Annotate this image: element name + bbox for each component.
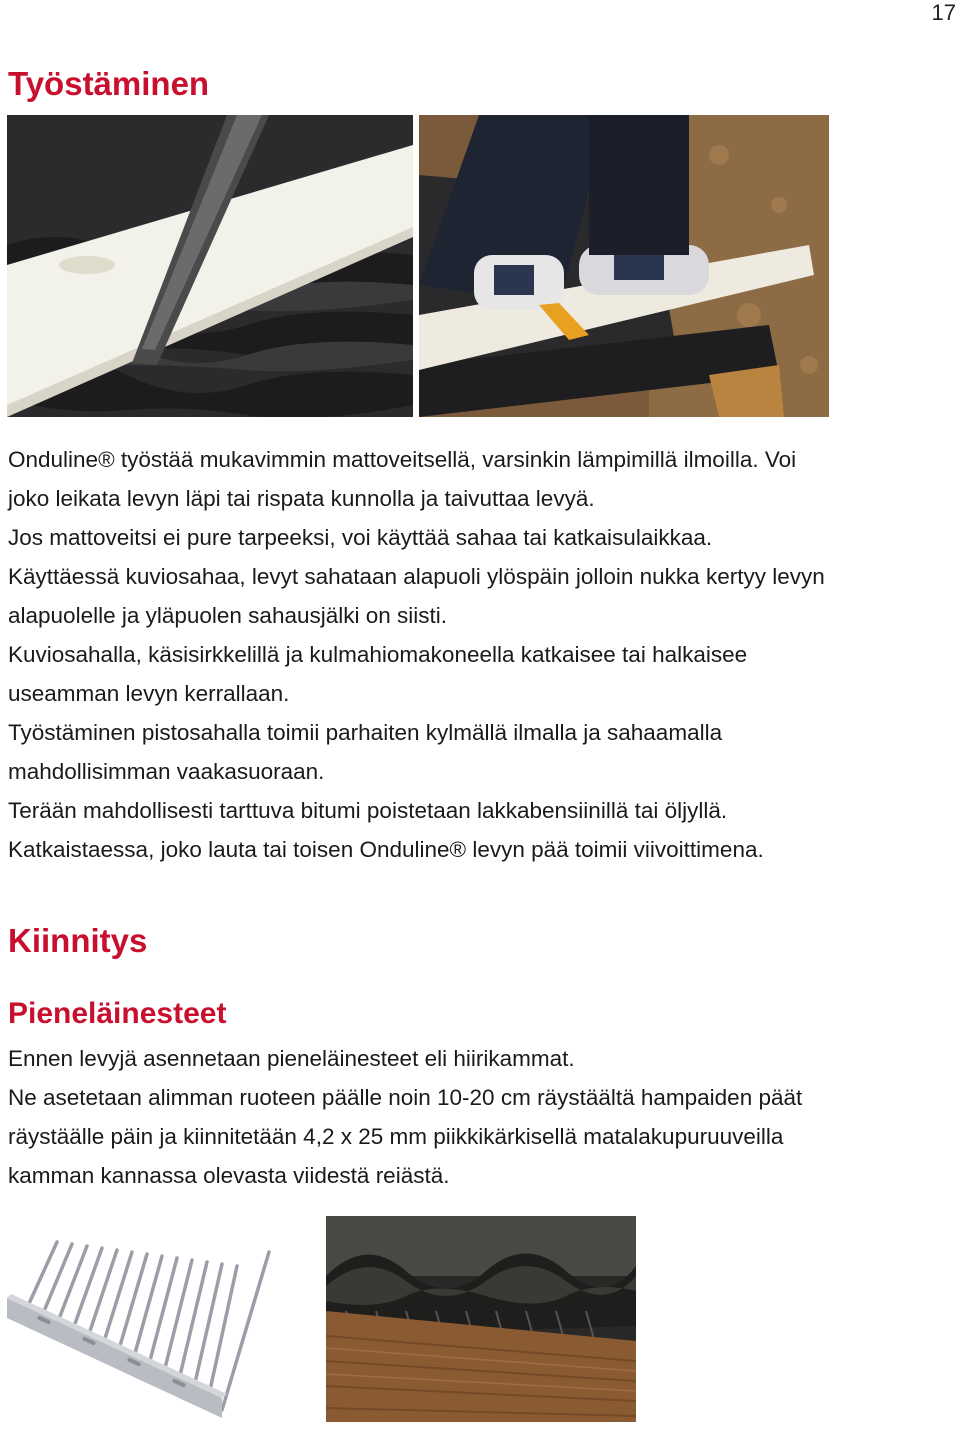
text-line: Katkaistaessa, joko lauta tai toisen Onduline® levyn pää toimii viivoittimena.: [8, 837, 764, 862]
section-title-kiinnitys: Kiinnitys: [8, 922, 148, 959]
page-number: 17: [931, 0, 956, 25]
text-line: joko leikata levyn läpi tai rispata kunnolla ja taivuttaa levyä.: [8, 486, 595, 511]
text-line: alapuolelle ja yläpuolen sahausjälki on siisti.: [8, 603, 448, 628]
fastening-paragraph: [8, 1039, 953, 1195]
text-line: Ennen levyjä asennetaan pieneläinesteet eli hiirikammat.: [8, 1046, 575, 1071]
text-line: kamman kannassa olevasta viidestä reiästä.: [8, 1163, 450, 1188]
knife-cutting-sheet-photo: [419, 115, 829, 417]
text-line: Kuviosahalla, käsisirkkelillä ja kulmahiomakoneella katkaisee tai halkaisee: [8, 642, 748, 667]
text-line: mahdollisimman vaakasuoraan.: [8, 759, 325, 784]
comb-product-photo: [7, 1238, 282, 1422]
working-instructions-paragraph: [8, 440, 953, 869]
text-line: räystäälle päin ja kiinnitetään 4,2 x 25 mm piikkikärkisellä matalakupuruuveilla: [8, 1124, 784, 1149]
text-line: Terään mahdollisesti tarttuva bitumi poistetaan lakkabensiinillä tai öljyllä.: [8, 798, 728, 823]
subsection-title-pienelainesteet: Pieneläinesteet: [8, 997, 227, 1030]
text-line: Ne asetetaan alimman ruoteen päälle noin 10-20 cm räystäältä hampaiden päät: [8, 1085, 803, 1110]
section-title-tyostaminen: Työstäminen: [8, 65, 210, 102]
saw-cutting-board-photo: [7, 115, 413, 417]
text-line: Työstäminen pistosahalla toimii parhaiten kylmällä ilmalla ja sahaamalla: [8, 720, 723, 745]
text-line: useamman levyn kerrallaan.: [8, 681, 290, 706]
text-line: Käyttäessä kuviosahaa, levyt sahataan alapuoli ylöspäin jolloin nukka kertyy levyn: [8, 564, 825, 589]
text-line: Onduline® työstää mukavimmin mattoveitsellä, varsinkin lämpimillä ilmoilla. Voi: [8, 447, 797, 472]
installed-comb-photo: [326, 1216, 636, 1422]
text-line: Jos mattoveitsi ei pure tarpeeksi, voi käyttää sahaa tai katkaisulaikkaa.: [8, 525, 713, 550]
